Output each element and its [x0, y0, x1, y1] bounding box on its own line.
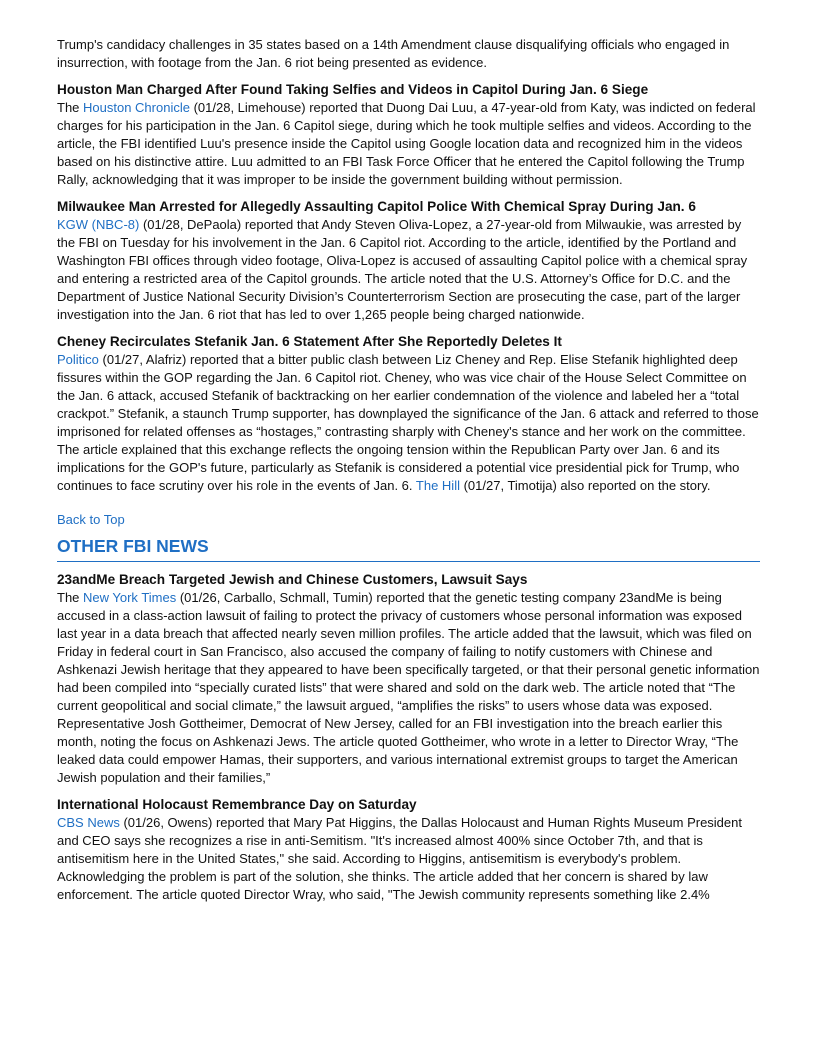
article-cheney: [57, 333, 760, 495]
article-text-extra: (01/27, Timotija) also reported on the story.: [459, 478, 711, 493]
back-to-top-link[interactable]: Back to Top: [57, 512, 125, 527]
article-text: (01/28, Limehouse) reported that Duong Dai Luu, a 47-year-old from Katy, was indicted on federal charges for his participation in the Jan. 6 Capitol siege, during which he took multiple selfies and videos. According to the article, the FBI identified Luu's presence inside the Capitol using Google location data and recognized him in the videos based on his distinctive attire. Luu admitted to an FBI Task Force Officer that he entered the Capitol following the Trump Rally, acknowledging that it was improper to be inside the government building without permission.: [57, 100, 756, 187]
source-link-the-hill[interactable]: The Hill: [415, 478, 460, 493]
article-holocaust-day: [57, 796, 760, 904]
article-headline: International Holocaust Remembrance Day on Saturday: [57, 797, 417, 812]
article-prefix: The: [57, 590, 84, 605]
article-body: [57, 99, 760, 189]
article-text: (01/28, DePaola) reported that Andy Steven Oliva-Lopez, a 27-year-old from Milwaukie, was arrested by the FBI on Tuesday for his involvement in the Jan. 6 Capitol riot. According to the article, identified by the Portland and Washington FBI offices through video footage, Oliva-Lopez is accused of assaulting Capitol police with a chemical spray and entering a restricted area of the Capitol grounds. The article noted that the U.S. Attorney’s Office for D.C. and the Department of Justice National Security Division’s Counterterrorism Section are prosecuting the case, part of the larger investigation into the Jan. 6 riot that has led to over 1,265 people being charged nationwide.: [57, 217, 748, 322]
article-body: [57, 216, 760, 324]
article-text: (01/27, Alafriz) reported that a bitter public clash between Liz Cheney and Rep. Elise Stefanik highlighted deep fissures within the GOP regarding the Jan. 6 Capitol riot. Cheney, who was vice chair of the House Select Committee on the Jan. 6 attack, accused Stefanik of backtracking on her earlier condemnation of the violence and labeled her a “total crackpot.” Stefanik, a staunch Trump supporter, has downplayed the significance of the Jan. 6 attack and referred to those imprisoned for related offenses as “hostages,” contrasting sharply with Cheney's stance and her work on the committee. The article explained that this exchange reflects the ongoing tension within the Republican Party over Jan. 6 and its implications for the GOP's future, particularly as Stefanik is considered a potential vice presidential pick for Trump, who continues to face scrutiny over his role in the events of Jan. 6.: [57, 352, 759, 493]
article-body: [57, 814, 760, 904]
article-houston: [57, 81, 760, 189]
article-headline: 23andMe Breach Targeted Jewish and Chinese Customers, Lawsuit Says: [57, 572, 528, 587]
source-link-new-york-times[interactable]: New York Times: [83, 590, 177, 605]
intro-paragraph: Trump's candidacy challenges in 35 states based on a 14th Amendment clause disqualifying officials who engaged in insurrection, with footage from the Jan. 6 riot being presented as evidence.: [57, 37, 730, 70]
article-body: [57, 351, 760, 495]
source-link-houston-chronicle[interactable]: Houston Chronicle: [83, 100, 190, 115]
document-page: [57, 36, 760, 913]
article-headline: Milwaukee Man Arrested for Allegedly Assaulting Capitol Police With Chemical Spray During Jan. 6: [57, 199, 696, 214]
article-text: (01/26, Carballo, Schmall, Tumin) reported that the genetic testing company 23andMe is being accused in a class-action lawsuit of failing to protect the privacy of customers whose personal information was exposed last year in a data breach that affected nearly seven million profiles. The article added that the lawsuit, which was filed on Friday in federal court in San Francisco, also accused the company of failing to notify customers with Chinese and Ashkenazi Jewish heritage that they appeared to have been specifically targeted, or that their personal genetic information had been compiled into “specially curated lists” that were shared and sold on the dark web. The article noted that “The current geopolitical and social climate,” the lawsuit argued, “amplifies the risks” to users whose data was exposed. Representative Josh Gottheimer, Democrat of New Jersey, called for an FBI investigation into the breach earlier this month, noting the focus on Ashkenazi Jews. The article quoted Gottheimer, who wrote in a letter to Director Wray, “The leaked data could empower Hamas, their supporters, and various international extremist groups to target the American Jewish population and their families,”: [57, 590, 760, 785]
source-link-politico[interactable]: Politico: [57, 352, 99, 367]
article-23andme: [57, 571, 760, 787]
source-link-cbs-news[interactable]: CBS News: [57, 815, 120, 830]
article-headline: Cheney Recirculates Stefanik Jan. 6 Statement After She Reportedly Deletes It: [57, 334, 562, 349]
back-to-top-link-wrapper: [57, 511, 760, 529]
article-text: (01/26, Owens) reported that Mary Pat Higgins, the Dallas Holocaust and Human Rights Museum President and CEO says she recognizes a rise in anti-Semitism. "It's increased almost 400% since October 7th, and that is antisemitism here in the United States," she said. According to Higgins, antisemitism is everybody's problem. Acknowledging the problem is part of the solution, she thinks. The article added that her concern is shared by law enforcement. The article quoted Director Wray, who said, "The Jewish community represents something like 2.4%: [57, 815, 742, 902]
article-body: [57, 589, 760, 787]
source-link-kgw[interactable]: KGW (NBC-8): [57, 217, 140, 232]
section-title: OTHER FBI NEWS: [57, 535, 760, 562]
article-headline: Houston Man Charged After Found Taking Selfies and Videos in Capitol During Jan. 6 Siege: [57, 82, 649, 97]
article-milwaukee: [57, 198, 760, 324]
article-prefix: The: [57, 100, 84, 115]
section-other-fbi-news: [57, 571, 760, 904]
